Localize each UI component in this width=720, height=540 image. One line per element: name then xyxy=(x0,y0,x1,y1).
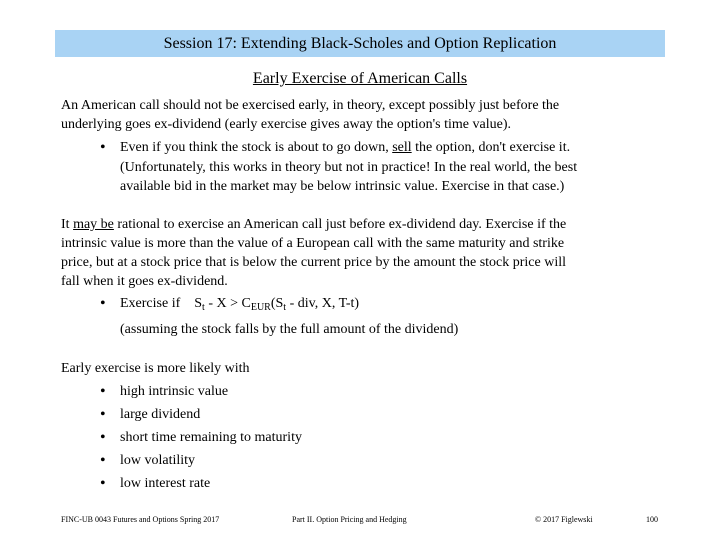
para2-line4: fall when it goes ex-dividend. xyxy=(61,274,228,289)
footer-part: Part II. Option Pricing and Hedging xyxy=(292,515,407,524)
bullet1-line2: (Unfortunately, this works in theory but not in practice! In the real world, the best xyxy=(120,160,578,175)
bullet-dot-icon: • xyxy=(100,452,106,469)
bullet-dot-icon: • xyxy=(100,295,106,312)
slide-title: Session 17: Extending Black-Scholes and Option Replication xyxy=(163,34,557,52)
bullet-dot-icon: • xyxy=(100,383,106,400)
bullet-dot-icon: • xyxy=(100,406,106,423)
list-intro: Early exercise is more likely with xyxy=(61,361,250,376)
formula-note: (assuming the stock falls by the full amount of the dividend) xyxy=(120,322,459,337)
page-number: 100 xyxy=(646,515,658,524)
para1-line2: underlying goes ex-dividend (early exercise gives away the option's time value). xyxy=(61,117,511,132)
section-title: Early Exercise of American Calls xyxy=(252,70,468,87)
para1-line1: An American call should not be exercised early, in theory, except possibly just before the xyxy=(61,98,560,113)
header-band xyxy=(55,30,665,57)
bullet-dot-icon: • xyxy=(100,429,106,446)
bullet1-line3: available bid in the market may be below intrinsic value. Exercise in that case.) xyxy=(120,179,565,194)
list-item-text: high intrinsic value xyxy=(120,384,229,399)
para2-line2: intrinsic value is more than the value of a European call with the same maturity and strike xyxy=(61,236,565,251)
bullet1-line1: Even if you think the stock is about to go down, sell the option, don't exercise it. xyxy=(120,140,571,155)
list-item-text: large dividend xyxy=(120,407,201,422)
footer-copyright: © 2017 Figlewski xyxy=(535,515,593,524)
list-item-text: low volatility xyxy=(120,453,196,468)
bullet-dot-icon: • xyxy=(100,139,106,156)
bullet-dot-icon: • xyxy=(100,475,106,492)
list-item-text: low interest rate xyxy=(120,476,211,491)
formula-line: Exercise if $S_t - X > C_{EUR}(S_t$ - div, X, T-t) xyxy=(120,296,360,313)
list-item-text: short time remaining to maturity xyxy=(120,430,302,445)
para2-line1: It may be rational to exercise an American call just before ex-dividend day. Exercise if the xyxy=(61,217,567,232)
para2-line3: price, but at a stock price that is below the current price by the amount the stock price will xyxy=(61,255,566,270)
footer-course: FINC-UB 0043 Futures and Options Spring 2017 xyxy=(61,515,220,524)
